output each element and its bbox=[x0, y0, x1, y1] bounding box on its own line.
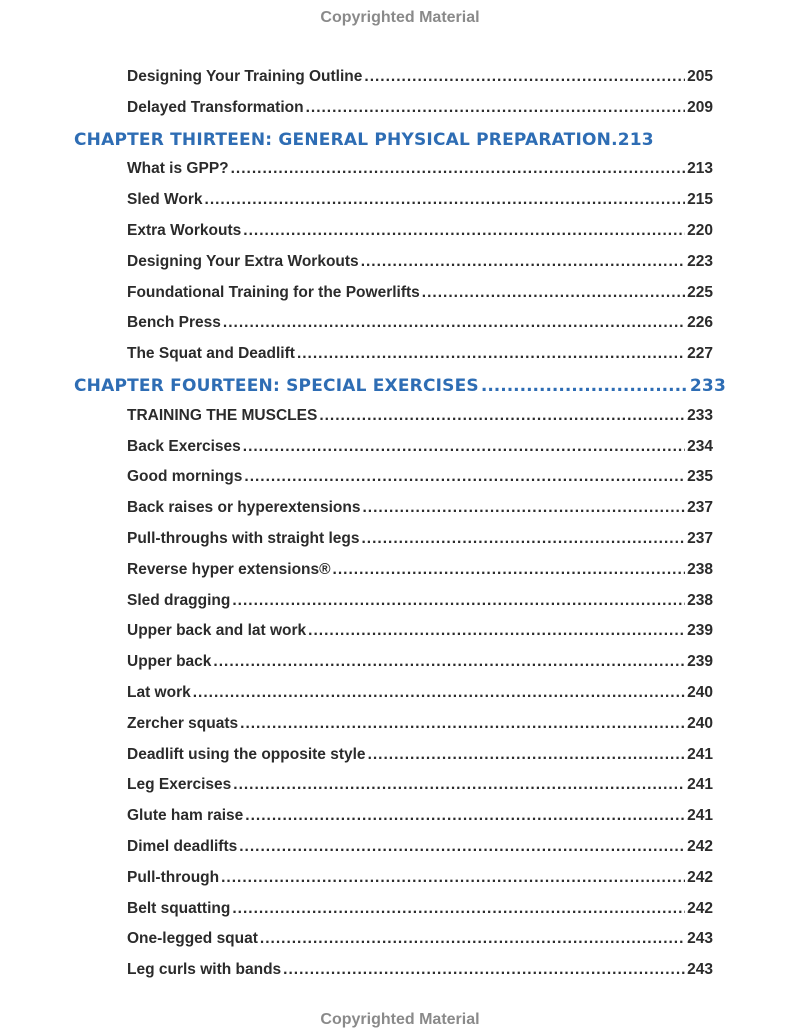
dot-leader bbox=[362, 499, 685, 517]
toc-entry bbox=[127, 314, 713, 344]
toc-page-number: 243 bbox=[687, 961, 713, 979]
toc-entry bbox=[127, 561, 713, 591]
toc-entry bbox=[127, 930, 713, 960]
dot-leader bbox=[232, 592, 685, 610]
toc-entry-title: Sled Work bbox=[127, 191, 203, 209]
copyright-watermark-top: Copyrighted Material bbox=[320, 9, 480, 26]
toc-page-number: 233 bbox=[687, 406, 713, 424]
toc-entry-title: The Squat and Deadlift bbox=[127, 345, 295, 363]
dot-leader bbox=[333, 561, 686, 579]
toc-page-number: 213 bbox=[617, 129, 654, 150]
dot-leader bbox=[232, 900, 685, 918]
toc-entry-title: Delayed Transformation bbox=[127, 98, 304, 116]
toc-page-number: 234 bbox=[687, 437, 713, 455]
toc-page-number: 237 bbox=[687, 499, 713, 517]
toc-entry bbox=[127, 284, 713, 314]
dot-leader bbox=[243, 438, 685, 456]
dot-leader bbox=[319, 407, 685, 425]
toc-entry-title: Extra Workouts bbox=[127, 222, 242, 239]
dot-leader bbox=[364, 68, 685, 86]
toc-page-number: 242 bbox=[687, 838, 713, 855]
dot-leader bbox=[308, 622, 685, 640]
toc-entry-title: Upper back and lat work bbox=[127, 622, 307, 640]
toc-entry-title: Dimel deadlifts bbox=[127, 838, 238, 855]
toc-page-number: 225 bbox=[687, 283, 713, 301]
toc-entry bbox=[127, 622, 713, 652]
toc-entry-title: Good mornings bbox=[127, 468, 243, 486]
toc-entry-title: Bench Press bbox=[127, 314, 221, 332]
dot-leader bbox=[297, 345, 685, 363]
toc-entry-title: Designing Your Extra Workouts bbox=[127, 252, 359, 270]
dot-leader bbox=[213, 653, 685, 671]
toc-entry-title: Upper back bbox=[127, 653, 212, 671]
toc-entry-title: Deadlift using the opposite style bbox=[127, 745, 366, 763]
toc-entry-title: Foundational Training for the Powerlifts bbox=[127, 283, 420, 301]
toc-entry bbox=[127, 438, 713, 468]
toc-entry bbox=[127, 68, 713, 98]
toc-page-number: 240 bbox=[687, 714, 713, 732]
toc-entry-title: Back raises or hyperextensions bbox=[127, 499, 361, 517]
toc-entry-title: Back Exercises bbox=[127, 437, 241, 455]
toc-page-number: 235 bbox=[687, 468, 713, 486]
toc-page-number: 223 bbox=[687, 252, 713, 270]
toc-page-number: 209 bbox=[687, 98, 713, 116]
toc-page-number: 238 bbox=[687, 591, 713, 609]
dot-leader bbox=[223, 314, 685, 332]
toc-page-number: 213 bbox=[687, 160, 713, 178]
toc-entry bbox=[127, 592, 713, 622]
toc-page-number: 241 bbox=[687, 807, 713, 825]
toc-page-number: 227 bbox=[687, 345, 713, 363]
toc-page-number: 240 bbox=[687, 684, 713, 701]
toc-entry-title: Belt squatting bbox=[127, 899, 231, 917]
toc-entry-title: Leg Exercises bbox=[127, 776, 232, 794]
toc-page-number: 239 bbox=[687, 622, 713, 640]
dot-leader bbox=[231, 160, 686, 178]
toc-page-number: 220 bbox=[687, 222, 713, 239]
toc-entry bbox=[127, 191, 713, 221]
toc-page-number: 242 bbox=[687, 868, 713, 886]
dot-leader bbox=[239, 838, 685, 856]
toc-page-number: 239 bbox=[687, 653, 713, 671]
toc-entry bbox=[127, 345, 713, 375]
toc-page-number: 233 bbox=[689, 376, 726, 396]
toc-entry-title: Glute ham raise bbox=[127, 807, 244, 825]
toc-entry bbox=[127, 530, 713, 560]
dot-leader bbox=[193, 684, 685, 702]
toc-entry-title: CHAPTER THIRTEEN: GENERAL PHYSICAL PREPARATION. bbox=[74, 129, 618, 150]
dot-leader bbox=[233, 776, 685, 794]
toc-entry-title: Reverse hyper extensions® bbox=[127, 560, 331, 578]
toc-page-number: 237 bbox=[687, 530, 713, 547]
toc-entry-title: Pull-throughs with straight legs bbox=[127, 530, 360, 547]
toc-page-number: 238 bbox=[687, 560, 713, 578]
dot-leader bbox=[240, 715, 685, 733]
toc-page-number: 243 bbox=[687, 930, 713, 948]
dot-leader bbox=[306, 99, 686, 117]
dot-leader bbox=[481, 376, 688, 396]
copyright-watermark-bottom: Copyrighted Material bbox=[320, 1011, 480, 1028]
toc-entry bbox=[127, 499, 713, 529]
toc-page-number: 241 bbox=[687, 776, 713, 794]
toc-entry bbox=[127, 222, 713, 252]
toc-entry bbox=[127, 776, 713, 806]
toc-entry-title: Sled dragging bbox=[127, 591, 231, 609]
dot-leader bbox=[362, 530, 686, 548]
toc-entry-title: Zercher squats bbox=[127, 714, 239, 732]
toc-entry bbox=[127, 961, 713, 991]
toc-entry-title: Pull-through bbox=[127, 868, 220, 886]
toc-entry bbox=[127, 746, 713, 776]
toc-entry bbox=[127, 715, 713, 745]
toc-page-number: 215 bbox=[687, 191, 713, 209]
dot-leader bbox=[244, 468, 685, 486]
toc-entry-title: TRAINING THE MUSCLES bbox=[127, 406, 318, 424]
toc-page-number: 242 bbox=[687, 899, 713, 917]
toc-entry bbox=[127, 160, 713, 190]
dot-leader bbox=[422, 284, 685, 302]
toc-chapter-heading bbox=[74, 376, 726, 408]
dot-leader bbox=[368, 746, 686, 764]
toc-entry bbox=[127, 468, 713, 498]
toc-entry bbox=[127, 407, 713, 437]
toc-chapter-heading bbox=[74, 130, 726, 162]
dot-leader bbox=[361, 253, 685, 271]
dot-leader bbox=[205, 191, 686, 209]
toc-entry bbox=[127, 253, 713, 283]
toc-entry bbox=[127, 807, 713, 837]
dot-leader bbox=[283, 961, 685, 979]
dot-leader bbox=[260, 930, 685, 948]
toc-entry bbox=[127, 838, 713, 868]
toc-entry-title: Leg curls with bands bbox=[127, 961, 282, 979]
toc-entry bbox=[127, 869, 713, 899]
toc-entry-title: What is GPP? bbox=[127, 160, 229, 178]
dot-leader bbox=[245, 807, 685, 825]
toc-entry bbox=[127, 900, 713, 930]
toc-entry-title: Designing Your Training Outline bbox=[127, 68, 363, 85]
toc-entry-title: Lat work bbox=[127, 684, 191, 701]
toc-entry bbox=[127, 684, 713, 714]
toc-entry bbox=[127, 99, 713, 129]
toc-entry-title: CHAPTER FOURTEEN: SPECIAL EXERCISES bbox=[74, 376, 479, 396]
toc-page-number: 226 bbox=[687, 314, 713, 332]
dot-leader bbox=[243, 222, 685, 240]
toc-page-number: 241 bbox=[687, 745, 713, 763]
toc-page-number: 205 bbox=[687, 68, 713, 85]
toc-entry bbox=[127, 653, 713, 683]
dot-leader bbox=[221, 869, 685, 887]
toc-entry-title: One-legged squat bbox=[127, 930, 258, 948]
